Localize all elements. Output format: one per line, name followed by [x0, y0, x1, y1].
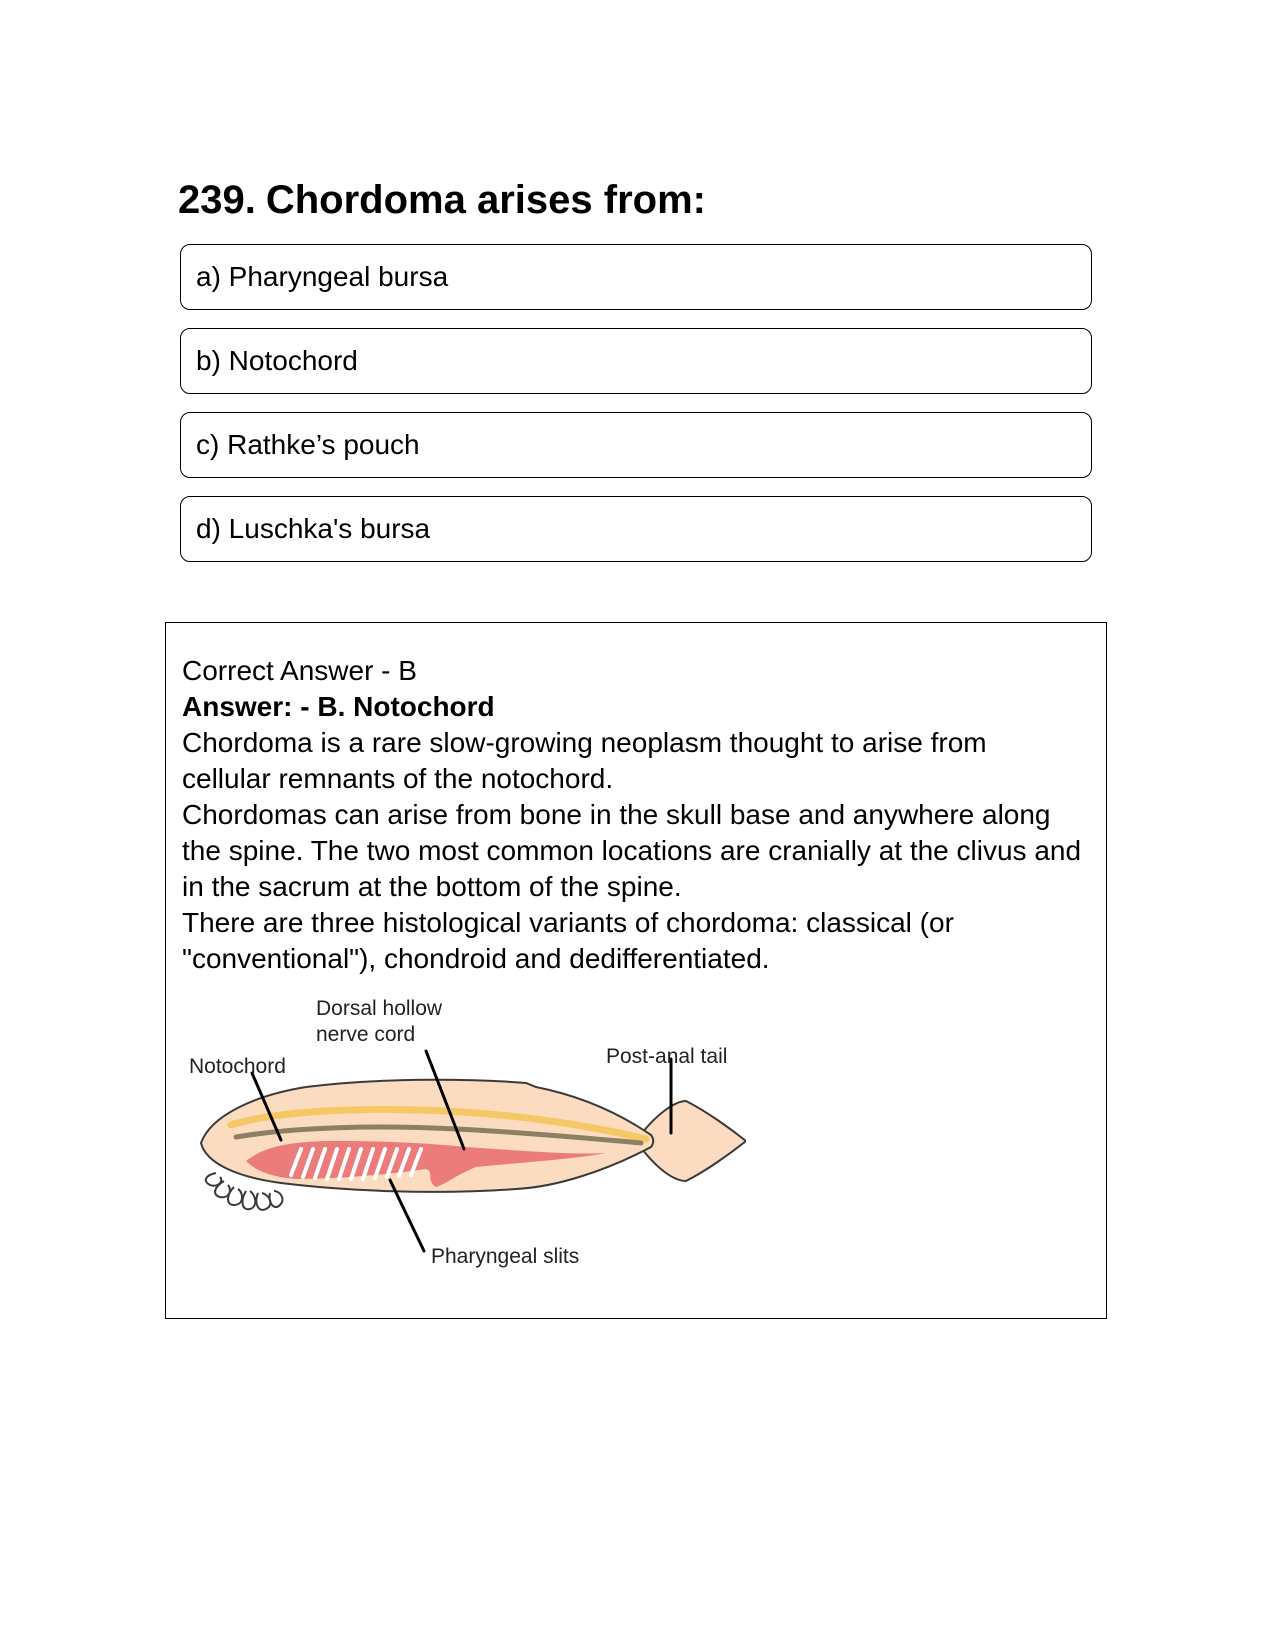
- label-dorsal-hollow-line2: nerve cord: [316, 1023, 416, 1046]
- label-post-anal-tail: Post-anal tail: [606, 1045, 728, 1068]
- label-dorsal-hollow-line1: Dorsal hollow: [316, 997, 443, 1020]
- explanation-paragraph: Chordomas can arise from bone in the skull base and anywhere along the spine. The two most common locations are cranially at the clivus and in the sacrum at the bottom of the spine.: [182, 799, 1082, 902]
- label-notochord: Notochord: [189, 1055, 286, 1078]
- question-number: 239.: [178, 178, 256, 222]
- question-title: [178, 176, 706, 224]
- correct-answer-line: Correct Answer - B: [182, 655, 417, 686]
- explanation-paragraph: Chordoma is a rare slow-growing neoplasm thought to arise from cellular remnants of the notochord.: [182, 727, 987, 794]
- chordate-diagram: [186, 983, 746, 1273]
- option-b[interactable]: b) Notochord: [180, 328, 1092, 394]
- answer-text: [182, 653, 1082, 977]
- option-d[interactable]: d) Luschka's bursa: [180, 496, 1092, 562]
- label-pharyngeal-slits: Pharyngeal slits: [431, 1245, 580, 1268]
- option-c[interactable]: c) Rathke’s pouch: [180, 412, 1092, 478]
- option-a[interactable]: a) Pharyngeal bursa: [180, 244, 1092, 310]
- answer-line: Answer: - B. Notochord: [182, 691, 495, 722]
- question-text: Chordoma arises from:: [265, 178, 706, 222]
- answer-explanation-box: [165, 622, 1107, 1319]
- explanation-paragraph: There are three histological variants of chordoma: classical (or "conventional"), chondroid and dedifferentiated.: [182, 907, 954, 974]
